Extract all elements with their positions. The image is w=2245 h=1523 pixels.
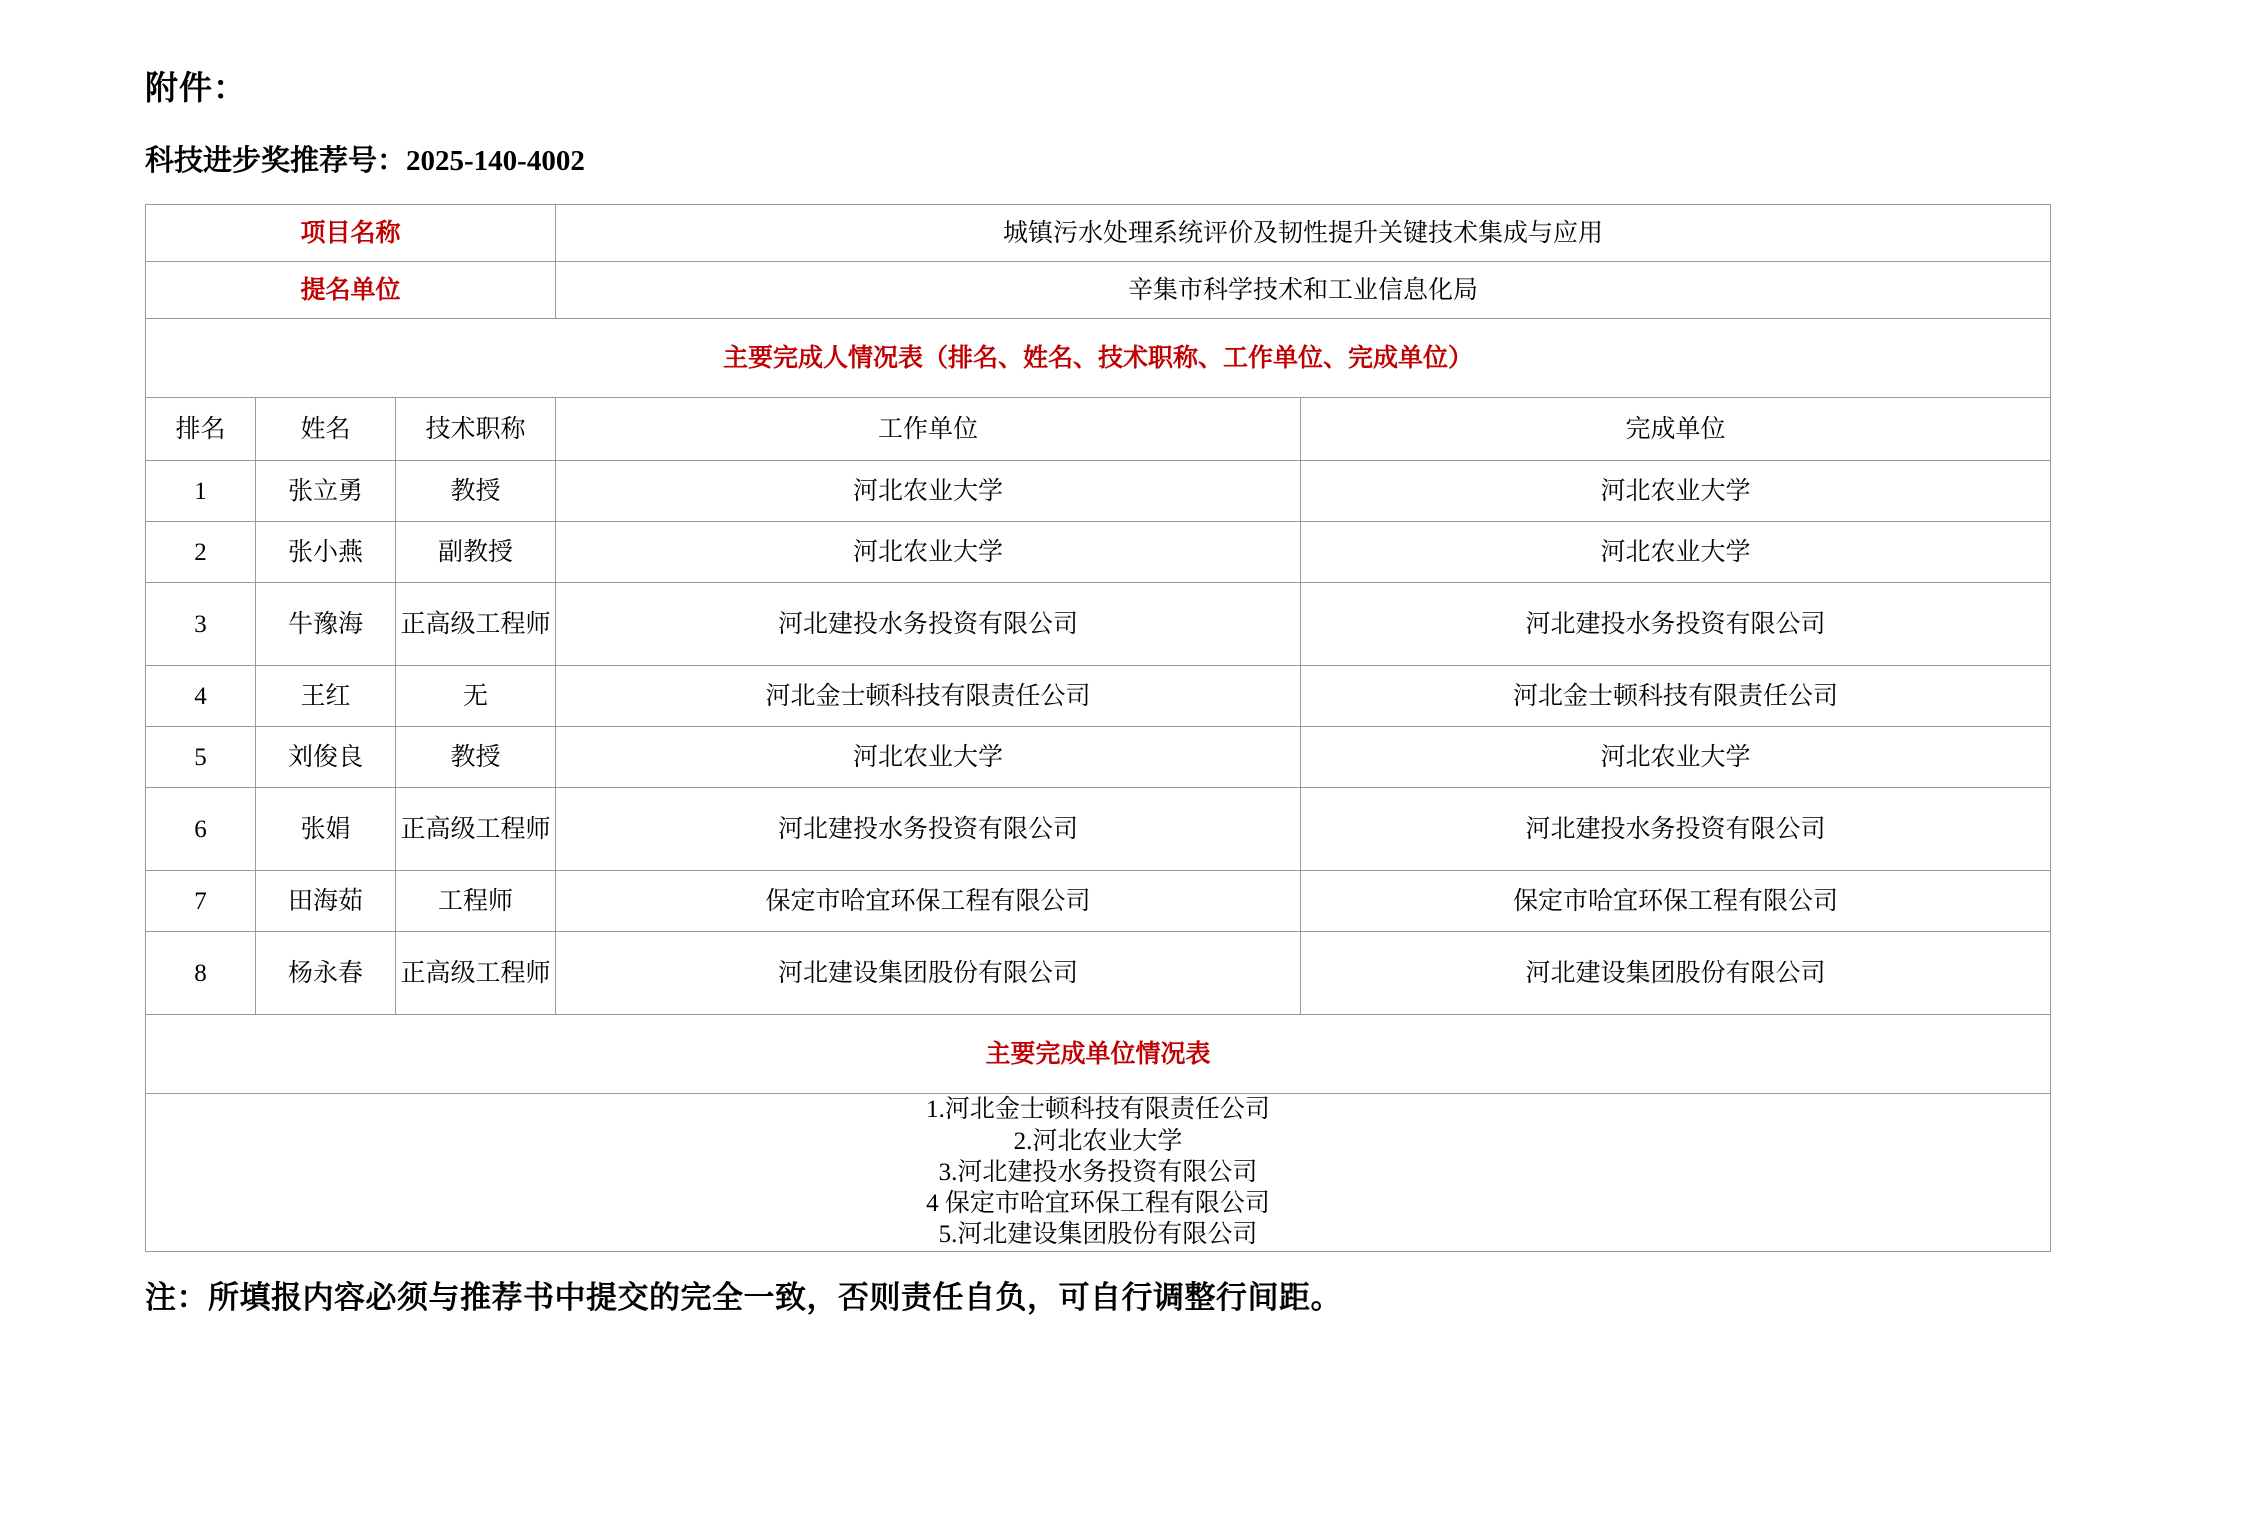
person-title: 无 (396, 666, 556, 727)
person-name: 张立勇 (256, 461, 396, 522)
table-row (146, 522, 2051, 583)
table-row (146, 583, 2051, 666)
person-name: 杨永春 (256, 932, 396, 1015)
person-work-unit: 保定市哈宜环保工程有限公司 (556, 871, 1301, 932)
person-work-unit: 河北建设集团股份有限公司 (556, 932, 1301, 1015)
award-information-table (145, 204, 2051, 1251)
table-row (146, 727, 2051, 788)
column-header-work-unit: 工作单位 (556, 398, 1301, 461)
person-rank: 7 (146, 871, 256, 932)
table-header-row (146, 398, 2051, 461)
table-row-units-list (146, 1094, 2051, 1251)
person-title: 正高级工程师 (396, 932, 556, 1015)
person-title: 教授 (396, 461, 556, 522)
units-section-title: 主要完成单位情况表 (146, 1015, 2051, 1094)
list-item: 5.河北建设集团股份有限公司 (938, 1221, 1258, 1249)
project-name-label: 项目名称 (146, 205, 556, 262)
person-rank: 6 (146, 788, 256, 871)
column-header-done-unit: 完成单位 (1301, 398, 2051, 461)
person-done-unit: 河北建设集团股份有限公司 (1301, 932, 2051, 1015)
person-title: 教授 (396, 727, 556, 788)
person-done-unit: 河北农业大学 (1301, 461, 2051, 522)
person-title: 工程师 (396, 871, 556, 932)
person-done-unit: 河北金士顿科技有限责任公司 (1301, 666, 2051, 727)
table-row (146, 461, 2051, 522)
person-done-unit: 河北建投水务投资有限公司 (1301, 583, 2051, 666)
person-done-unit: 保定市哈宜环保工程有限公司 (1301, 871, 2051, 932)
person-work-unit: 河北建投水务投资有限公司 (556, 583, 1301, 666)
table-row-units-section-title (146, 1015, 2051, 1094)
person-name: 张小燕 (256, 522, 396, 583)
person-done-unit: 河北农业大学 (1301, 727, 2051, 788)
list-item: 4 保定市哈宜环保工程有限公司 (926, 1190, 1270, 1218)
person-name: 王红 (256, 666, 396, 727)
person-title: 正高级工程师 (396, 583, 556, 666)
person-rank: 1 (146, 461, 256, 522)
person-work-unit: 河北金士顿科技有限责任公司 (556, 666, 1301, 727)
person-rank: 2 (146, 522, 256, 583)
table-row (146, 666, 2051, 727)
person-rank: 8 (146, 932, 256, 1015)
list-item: 1.河北金士顿科技有限责任公司 (926, 1096, 1270, 1124)
person-work-unit: 河北建投水务投资有限公司 (556, 788, 1301, 871)
column-header-title: 技术职称 (396, 398, 556, 461)
recommendation-number-value: 2025-140-4002 (406, 144, 585, 177)
person-work-unit: 河北农业大学 (556, 727, 1301, 788)
table-row (146, 788, 2051, 871)
units-list (146, 1094, 2051, 1251)
table-row (146, 932, 2051, 1015)
project-name-value: 城镇污水处理系统评价及韧性提升关键技术集成与应用 (556, 205, 2051, 262)
person-title: 正高级工程师 (396, 788, 556, 871)
table-row (146, 871, 2051, 932)
table-row-people-section-title (146, 319, 2051, 398)
person-name: 张娟 (256, 788, 396, 871)
person-done-unit: 河北建投水务投资有限公司 (1301, 788, 2051, 871)
person-done-unit: 河北农业大学 (1301, 522, 2051, 583)
nominating-unit-label: 提名单位 (146, 262, 556, 319)
person-title: 副教授 (396, 522, 556, 583)
recommendation-number-line (145, 144, 2125, 179)
person-name: 牛豫海 (256, 583, 396, 666)
list-item: 3.河北建投水务投资有限公司 (938, 1158, 1258, 1186)
attachment-label: 附件： (145, 71, 247, 107)
table-row-project-name (146, 205, 2051, 262)
person-work-unit: 河北农业大学 (556, 522, 1301, 583)
person-rank: 4 (146, 666, 256, 727)
person-rank: 3 (146, 583, 256, 666)
person-work-unit: 河北农业大学 (556, 461, 1301, 522)
document-note: 注：所填报内容必须与推荐书中提交的完全一致，否则责任自负，可自行调整行间距。 (145, 1279, 1342, 1315)
table-row-nominating-unit (146, 262, 2051, 319)
column-header-name: 姓名 (256, 398, 396, 461)
person-rank: 5 (146, 727, 256, 788)
person-name: 田海茹 (256, 871, 396, 932)
person-name: 刘俊良 (256, 727, 396, 788)
column-header-rank: 排名 (146, 398, 256, 461)
people-section-title: 主要完成人情况表（排名、姓名、技术职称、工作单位、完成单位） (146, 319, 2051, 398)
list-item: 2.河北农业大学 (1013, 1127, 1183, 1155)
recommendation-number-label: 科技进步奖推荐号： (145, 144, 407, 177)
nominating-unit-value: 辛集市科学技术和工业信息化局 (556, 262, 2051, 319)
